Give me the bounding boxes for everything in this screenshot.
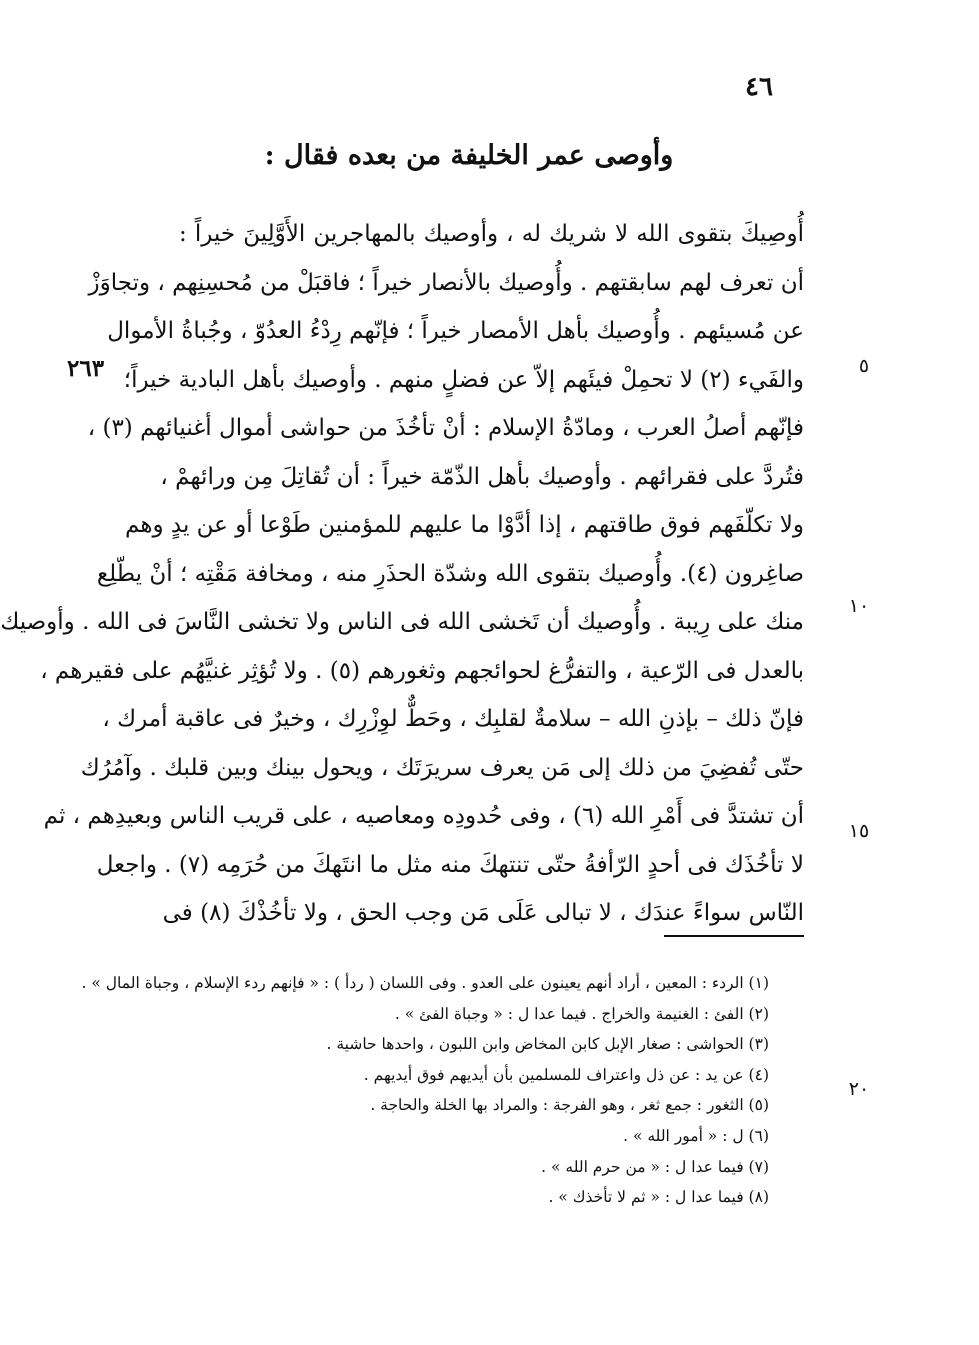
text-line: لا تأخُذَك فى أحدٍ الرّأفةُ حتّى تنتهكَ منه مثل ما انتَهكَ من حُرَمِه (٧) . واجعل xyxy=(96,851,804,878)
text-line: فتُردَّ على فقرائهم . وأوصيك بأهل الذّمّة خيراً : أن تُقاتِلَ مِن ورائهمْ ، xyxy=(160,463,804,490)
footnote-4: (٤) عن يد : عن ذل واعتراف للمسلمين بأن أيديهم فوق أيديهم . xyxy=(363,1065,769,1084)
footnote-3: (٣) الحواشى : صغار الإبل كابن المخاض وابن اللبون ، واحدها حاشية . xyxy=(326,1035,769,1054)
text-line: عن مُسيئهم . وأُوصيك بأهل الأمصار خيراً ؛ فإنّهم رِدْءُ العدُوّ ، وجُباةُ الأموال xyxy=(107,318,804,344)
text-line: أُوصِيكَ بتقوى الله لا شريك له ، وأوصيك بالمهاجرين الأَوَّلِينَ خيراً : xyxy=(179,221,804,247)
line-number-10: ١٠ xyxy=(848,595,870,617)
footnote-5: (٥) الثغور : جمع ثغر ، وهو الفرجة : والمراد بها الخلة والحاجة . xyxy=(370,1096,769,1115)
margin-page-reference: ٢٦٣ xyxy=(67,355,105,382)
section-heading: وأوصى عمر الخليفة من بعده فقال : xyxy=(264,140,674,171)
line-number-20: ٢٠ xyxy=(848,1078,870,1100)
text-line: فإنّهم أصلُ العرب ، ومادّةُ الإسلام : أنْ تأخُذَ من حواشى أموال أغنيائهم (٣) ، xyxy=(87,415,804,441)
text-line: منك على رِيبة . وأُوصيك أن تَخشى الله فى الناس ولا تخشى النَّاسَ فى الله . وأوصيك xyxy=(0,609,804,635)
text-line: بالعدل فى الرّعية ، والتفرُّغ لحوائجهم وثغورهم (٥) . ولا تُؤثِر غنيَّهُم على فقيرهم ، xyxy=(40,657,804,684)
footnote-8: (٨) فيما عدا ل : « ثم لا تأخذك » . xyxy=(548,1188,769,1207)
line-number-5: ٥ xyxy=(858,355,870,377)
text-line: فإنّ ذلك – بإذنِ الله – سلامةٌ لقلبِك ، وحَطٌّ لوِزْرِك ، وخيرٌ فى عاقبة أمرك ، xyxy=(102,706,804,732)
text-line: حتّى تُفضِيَ من ذلك إلى مَن يعرف سريرَتَك ، ويحول بينك وبين قلبك . وآمُرُك xyxy=(80,754,804,781)
footnote-divider xyxy=(664,935,804,937)
footnotes xyxy=(81,968,769,1213)
text-line: النّاس سواءً عندَك ، لا تبالى عَلَى مَن وجب الحق ، ولا تأخُذْكَ (٨) فى xyxy=(162,900,804,926)
footnote-1: (١) الردء : المعين ، أراد أنهم يعينون على العدو . وفى اللسان ( ردأ ) : « فإنهم ردء الإسلام ، وجباة المال » . xyxy=(81,974,769,992)
text-line: ولا تكلّفَهم فوق طاقتهم ، إذا أدَّوْا ما عليهم للمؤمنين طَوْعا أو عن يدٍ وهم xyxy=(125,512,804,538)
footnote-6: (٦) ل : « أمور الله » . xyxy=(623,1126,769,1145)
line-number-15: ١٥ xyxy=(848,820,870,842)
footnote-7: (٧) فيما عدا ل : « من حرم الله » . xyxy=(541,1157,769,1176)
text-line: والفَيء (٢) لا تحمِلْ فيئَهم إلاّ عن فضلٍ منهم . وأوصيك بأهل البادية خيراً؛ xyxy=(123,366,804,393)
footnote-2: (٢) الفئ : الغنيمة والخراج . فيما عدا ل : « وجباة الفئ » . xyxy=(394,1004,769,1023)
text-line: صاغِرون (٤). وأُوصيك بتقوى الله وشدّة الحذَرِ منه ، ومخافة مَقْتِه ؛ أنْ يطّلِع xyxy=(96,560,804,587)
page-number: ٤٦ xyxy=(745,72,773,102)
text-line: أن تعرف لهم سابقتهم . وأُوصيك بالأنصار خيراً ؛ فاقبَلْ من مُحسِنِهم ، وتجاوَزْ xyxy=(88,269,804,296)
text-line: أن تشتدَّ فى أَمْرِ الله (٦) ، وفى حُدودِه ومعاصيه ، على قريب الناس وبعيدِهم ، ثم xyxy=(43,803,804,829)
